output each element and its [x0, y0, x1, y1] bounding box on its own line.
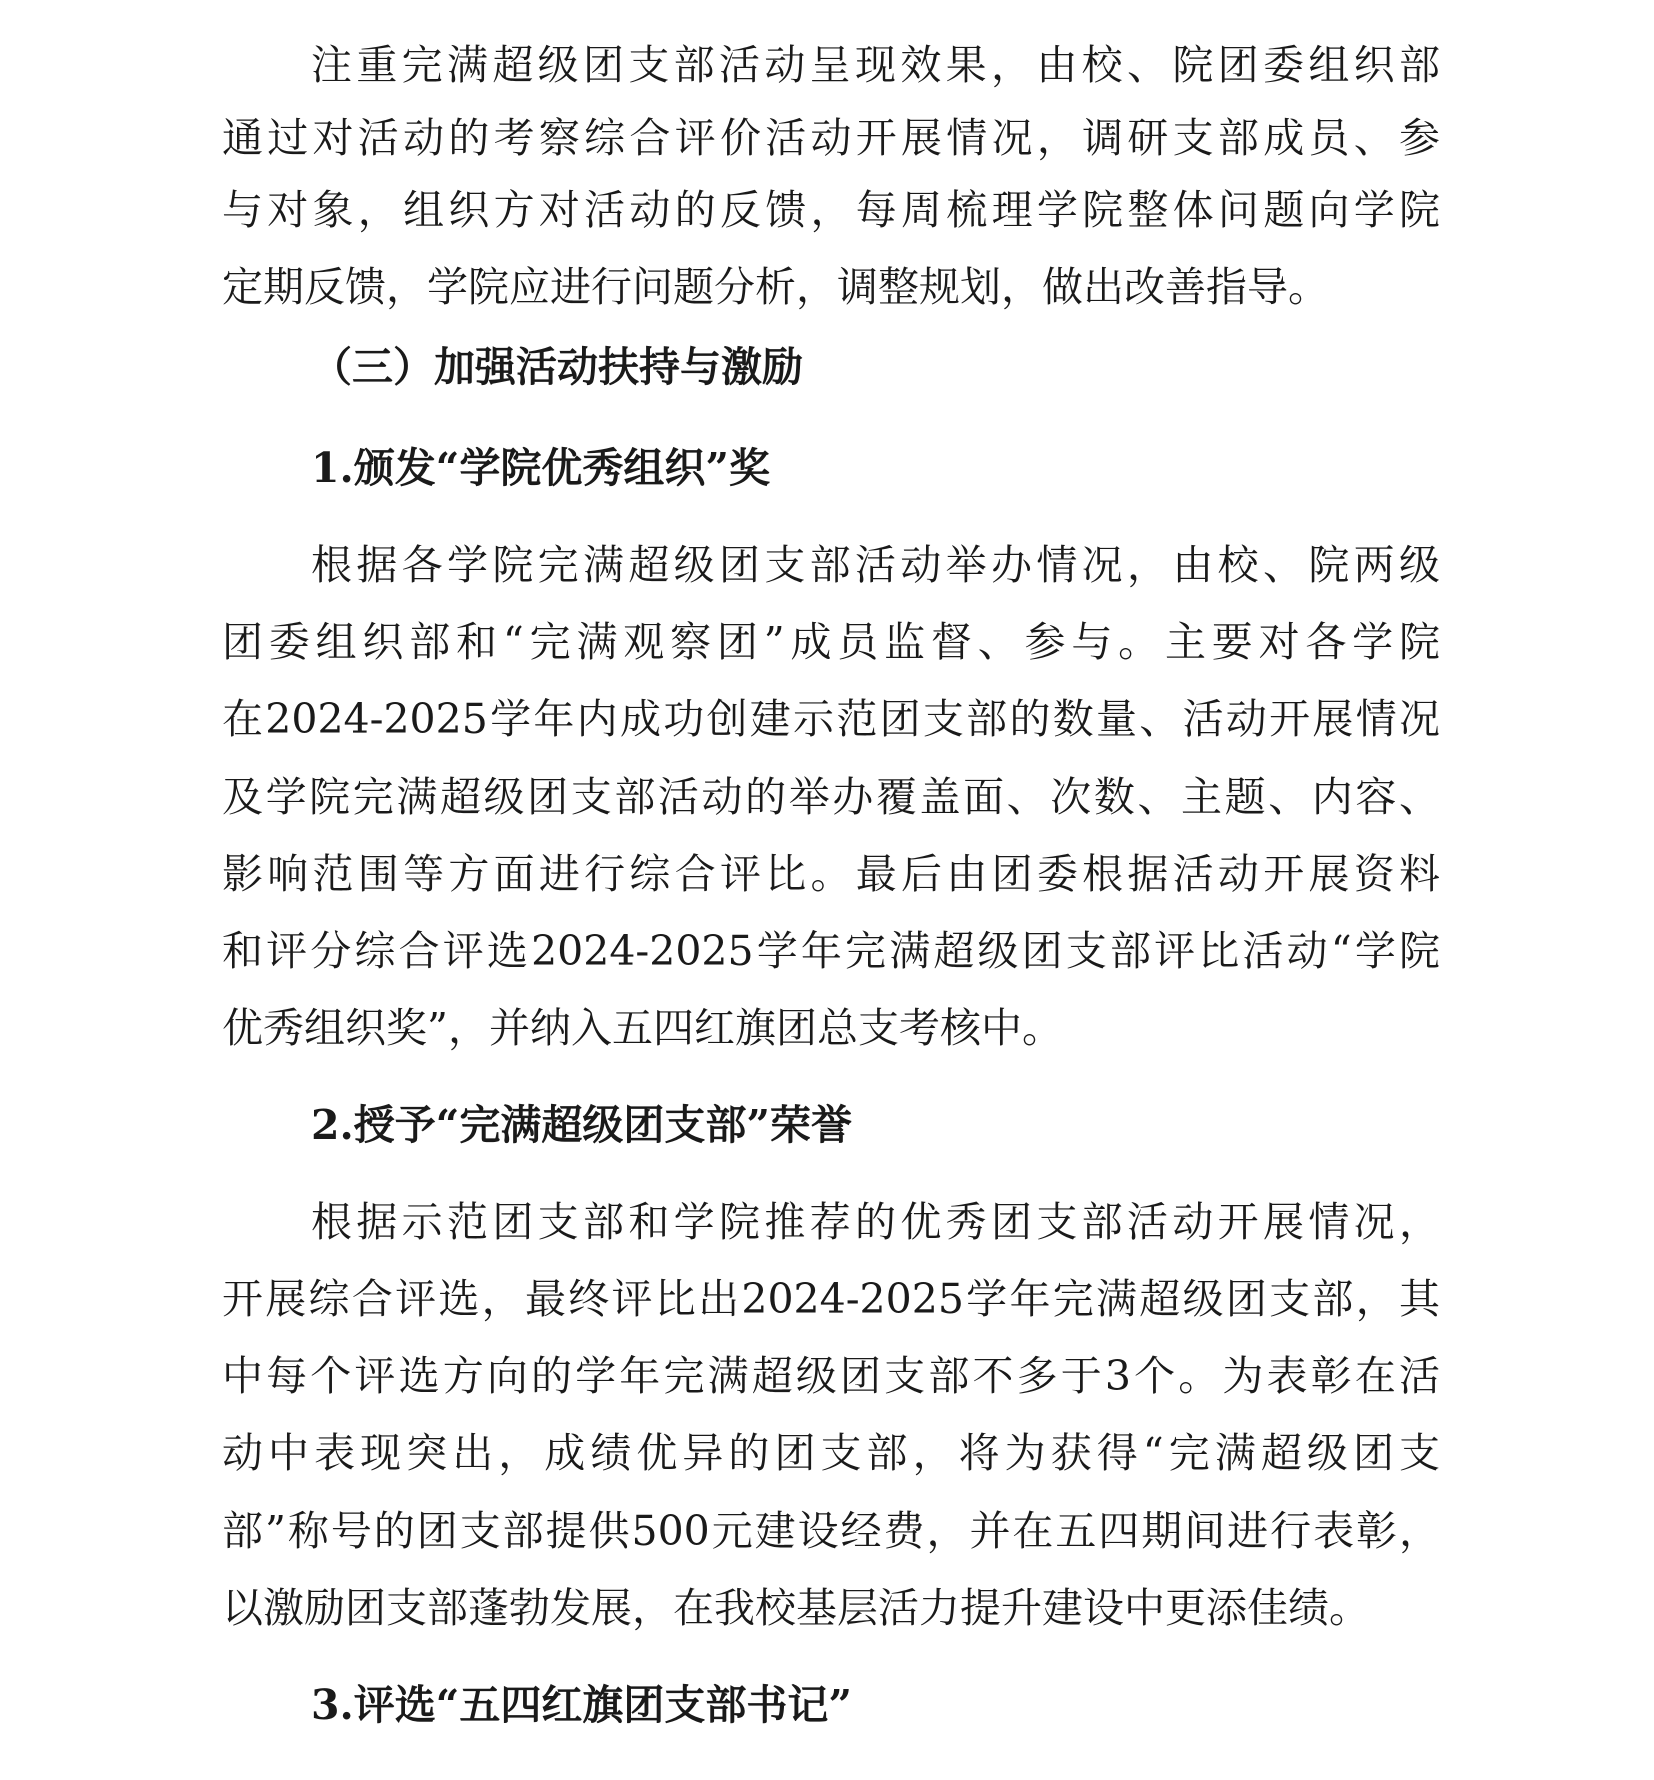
paragraph-line: 开展综合评选，最终评比出2024-2025学年完满超级团支部，其 [222, 1275, 1440, 1323]
paragraph-line: 中每个评选方向的学年完满超级团支部不多于3个。为表彰在活 [222, 1352, 1440, 1400]
paragraph-line: 优秀组织奖”，并纳入五四红旗团总支考核中。 [222, 1004, 1063, 1052]
paragraph-line: 根据各学院完满超级团支部活动举办情况，由校、院两级 [311, 541, 1440, 589]
paragraph-line: 通过对活动的考察综合评价活动开展情况，调研支部成员、参 [222, 114, 1440, 162]
paragraph-line: 以激励团支部蓬勃发展，在我校基层活力提升建设中更添佳绩。 [222, 1584, 1370, 1632]
paragraph-line: 部”称号的团支部提供500元建设经费，并在五四期间进行表彰， [222, 1507, 1440, 1555]
paragraph-line: 及学院完满超级团支部活动的举办覆盖面、次数、主题、内容、 [222, 773, 1440, 821]
item-heading-1: 1.颁发“学院优秀组织”奖 [311, 444, 770, 492]
paragraph-line: 定期反馈，学院应进行问题分析，调整规划，做出改善指导。 [222, 263, 1329, 311]
paragraph-line: 动中表现突出，成绩优异的团支部，将为获得“完满超级团支 [222, 1429, 1440, 1477]
item-heading-2: 2.授予“完满超级团支部”荣誉 [311, 1101, 852, 1149]
paragraph-line: 根据示范团支部和学院推荐的优秀团支部活动开展情况， [311, 1198, 1440, 1246]
paragraph-line: 注重完满超级团支部活动呈现效果，由校、院团委组织部 [311, 41, 1440, 89]
paragraph-line: 团委组织部和“完满观察团”成员监督、参与。主要对各学院 [222, 618, 1440, 666]
paragraph-line: 在2024-2025学年内成功创建示范团支部的数量、活动开展情况 [222, 695, 1440, 743]
paragraph-line: 和评分综合评选2024-2025学年完满超级团支部评比活动“学院 [222, 927, 1440, 975]
paragraph-line: 与对象，组织方对活动的反馈，每周梳理学院整体问题向学院 [222, 186, 1440, 234]
paragraph-line: 影响范围等方面进行综合评比。最后由团委根据活动开展资料 [222, 850, 1440, 898]
section-heading: （三）加强活动扶持与激励 [311, 343, 803, 391]
item-heading-3: 3.评选“五四红旗团支部书记” [311, 1681, 852, 1729]
